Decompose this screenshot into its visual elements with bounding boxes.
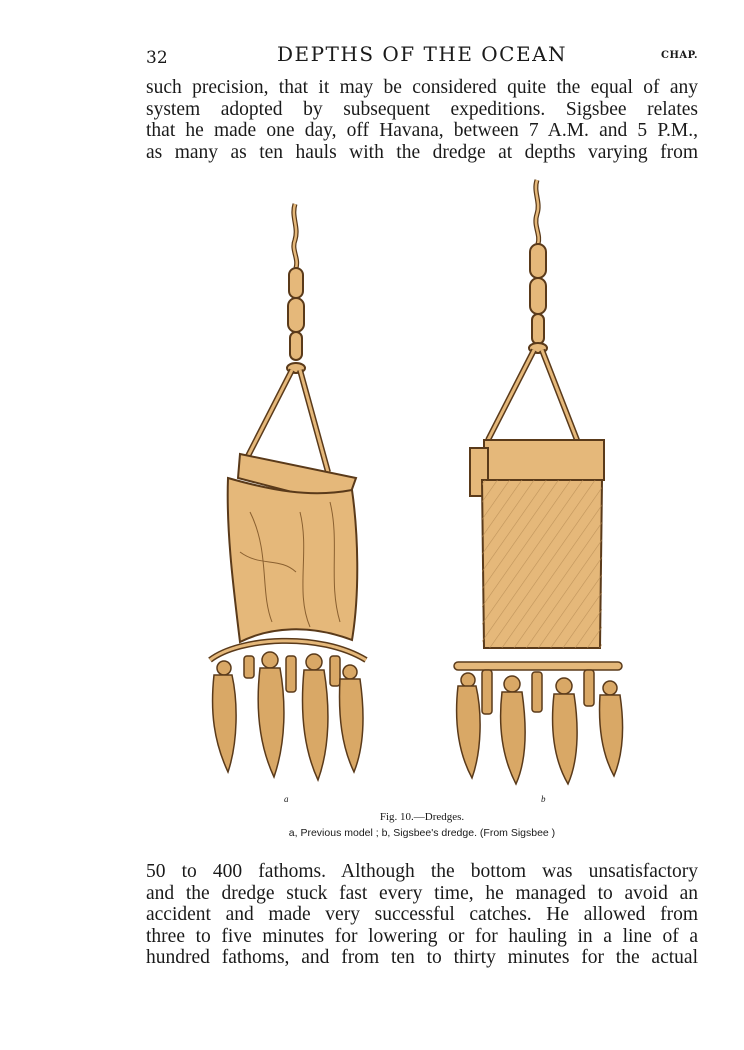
figure-caption-subtitle: a, Previous model ; b, Sigsbee's dredge. (From Sigsbee ) <box>288 827 556 839</box>
text-line: system adopted by subsequent expeditions. Sigsbee relates <box>146 98 698 120</box>
figure-label-b: b <box>541 794 546 804</box>
text-line: and the dredge stuck fast every time, he managed to avoid an <box>146 882 698 904</box>
dredges-illustration <box>200 172 640 812</box>
figure-label-a: a <box>284 794 289 804</box>
text-line: 50 to 400 fathoms. Although the bottom was unsatisfactory <box>146 861 698 882</box>
dredge-b-drawing <box>454 180 622 784</box>
dredge-a-drawing <box>210 204 366 780</box>
chapter-marker: CHAP. <box>660 50 698 61</box>
text-line: accident and made very successful catches. He allowed from <box>146 904 698 925</box>
paragraph-bottom <box>146 861 698 969</box>
text-line: three to five minutes for lowering or for hauling in a line of a <box>146 925 698 947</box>
text-line: as many as ten hauls with the dredge at depths varying from <box>146 141 698 163</box>
text-line: that he made one day, off Havana, between 7 A.M. and 5 P.M., <box>146 120 698 141</box>
figure-caption-title: Fig. 10.—Dredges. <box>379 811 465 823</box>
running-title: DEPTHS OF THE OCEAN <box>276 42 568 66</box>
dredges-figure <box>200 172 640 812</box>
paragraph-top <box>146 77 698 163</box>
page-header <box>146 40 698 70</box>
text-line: such precision, that it may be considered quite the equal of any <box>146 77 698 98</box>
text-line: hundred fathoms, and from ten to thirty minutes for the actual <box>146 947 698 968</box>
page-number: 32 <box>146 48 168 68</box>
